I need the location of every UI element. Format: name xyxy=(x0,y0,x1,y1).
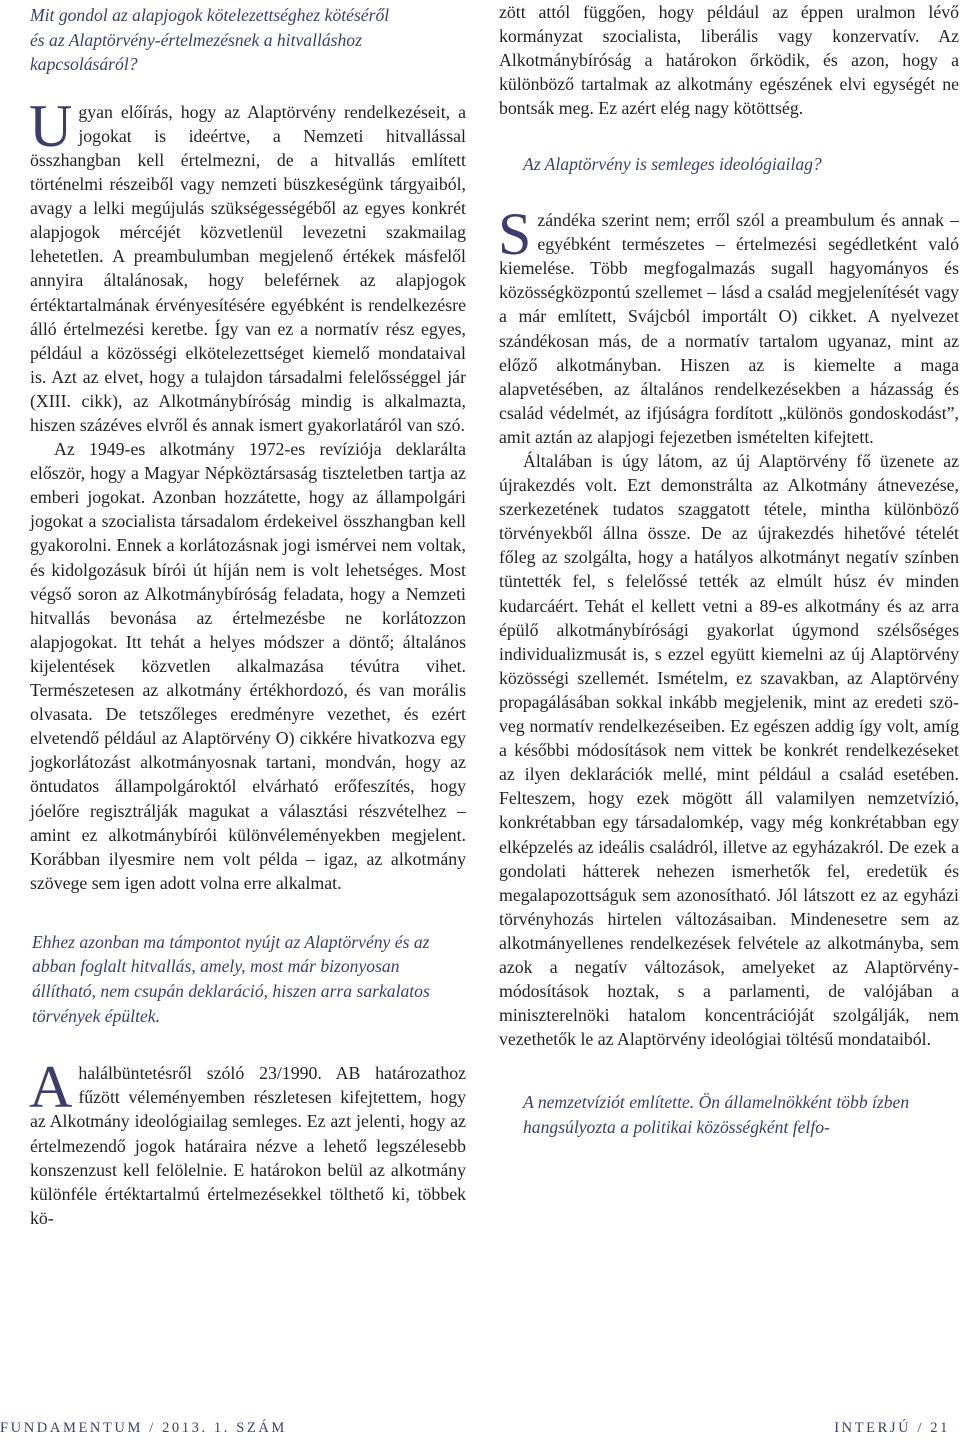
drop-cap: S xyxy=(498,201,532,268)
interview-question-4: A nemzetvíziót említette. Ön államelnökként több ízben hangsúlyozta a politikai közösségként felfo- xyxy=(523,1092,910,1137)
answer-2 xyxy=(29,1054,466,1230)
interview-question-2: Ehhez azonban ma támpontot nyújt az Alaptörvény és az abban foglalt hitvallás, amely, most már bizonyosan állítható, nem csupán deklaráció, hiszen arra sarkalatos törvények épültek. xyxy=(32,931,430,1026)
answer-1-paragraph-1: gyan előírás, hogy az Alaptörvény rendelkezéseit, a jogokat is ideértve, a Nemzeti hitvallással összhangban kell értelmezni, de a hitvallás említett történelmi részeiből vagy nemzeti büszkeségünk tárgyaiból, avagy a lelki megújulás szükségességéből az egyes konkrét alapjogok mércéjét közvetlenül levezetni szakmailag lehetetlen. A preambulumban megjelenő értékek másfelől annyira általánosak, hogy beleférnek az alapjogok értéktartalmának érvényesítésére egyébként is rendelkezésre álló értelmezési keretbe. Így van ez a normatív rész egyes, például a közösségi elkötelezettséget kiemelő mondataival is. Azt az elvet, hogy a tulajdon társadalmi felelősséggel jár (XIII. cikk), az Alkotmánybíróság mindig is alkalmazta, hiszen százéves elvről és annak ismert gyakorlatáról van szó. xyxy=(30,101,466,435)
answer-3-paragraph-1: zándéka szerint nem; erről szól a preambulum és annak – egyébként természetes – értelmezési segédletként való kiemelése. Több megfogalmazás sugall hagyományos és közösségközpontú szellemet – lásd a család megjelenítését vagy a már említett, Svájcból importált O) cikket. A nyelvezet szándékosan más, de a normatív tartalom ugyanaz, mint az előző alkotmányban. Hiszen az is kiemelte a maga alapvetésében, az általános rendelkezésekben a házasság és család védelmét, az ifjúságra fordított „különös gondoskodást”, amit aztán az alapjogi fejezetben ismételten kifejtett. xyxy=(499,210,959,447)
interview-question-1: Mit gondol az alapjogok kötelezettséghez kötéséről és az Alaptörvény-értelmezésnek a hitvalláshoz kapcsolásáról? xyxy=(30,5,390,75)
right-column xyxy=(499,0,959,1140)
footer-publication: FUNDAMENTUM / 2013. 1. SZÁM xyxy=(0,1420,287,1436)
answer-3-paragraph-2: Általában is úgy látom, az új Alaptörvény fő üzenete az újrakezdés volt. Ezt demonstrálta az Alkotmány átnevezése, szerkezetének tudatos szaggatott tétele, mintha különböző törvényekből állna össze. De az újrakezdés hihetővé tételét főleg az szolgálta, hogy a hatályos alkotmányt negatív színben tüntették fel, s felelőssé tették az elmúlt húsz év minden kudarcáért. Tehát el kellett vetni a 89-es alkotmány és az arra épülő alkotmánybírósági gyakorlat úgymond szélsőséges individualizmusát is, s ezzel együtt kiemelni az új Alaptörvény közösségi szellemét. Ismételm, ez szavakban, az Alaptörvény propagálásában sokkal inkább megjelenik, mint az eredeti szöveg normatív rendelkezéseiben. Ez egészen addig így volt, amíg a későbbi módosítások nem vittek be konkrét rendelkezéseket az ilyen deklarációk mellé, mint például a család esetében. Felteszem, hogy ezek mögött áll valamilyen nemzetvízió, konkrétabban egy társadalomkép, vagy még konkrétabban egy elképzelés az ideális családról, illetve az egyházakról. De ezek a gondolati hátterek nehezen ismerhetők fel, eredetük és megalapozottságuk sem azonosítható. Jól látszott ez az egyházi törvényhozás hirtelen változásaiban. Mindenesetre sem az alkotmányellenes rendelkezések felvétele az alkotmányba, sem azok a negatív változások, amelyeket az Alaptörvény-módosítások hoztak, s a parlamenti, de valójában a miniszterelnöki hatalom koncentrációját szolgálják, nem vezethetők le az Alaptörvény ideológiai töltésű mondataiból. xyxy=(499,451,959,1050)
answer-1 xyxy=(29,92,466,895)
drop-cap: U xyxy=(29,92,73,159)
answer-1-paragraph-2: Az 1949-es alkotmány 1972-es revíziója deklarálta először, hogy a Magyar Népköztársaság tiszteletben tartja az emberi jogokat. Azonban hozzátette, hogy az állampolgári jogokat a szocialista társadalom érdekeivel összhangban kell gyakorolni. Ennek a korlátozásnak jogi ismérvei nem voltak, és kidolgozásuk bírói út híján nem is volt lehetséges. Most végső soron az Alkotmánybíróság feladata, hogy a Nemzeti hitvallás bevonása az értelmezésbe ne korlátozzon alapjogokat. Itt tehát a helyes módszer a döntő; általános kijelentések közvetlen alkalmazása tévútra vihet. Természetesen az alkotmány értékhordozó, és van morális olvasata. De tetszőleges eredményre vezethet, és ezért elvetendő például az Alaptörvény O) cikkére hivatkozva egy jogkorlátozást alkotmányosnak tartani, mondván, hogy az öntudatos állampolgároktól elvárható erőfeszítés, hogy jóelőre regisztrálják magukat a választási részvételhez – amint ez alkotmánybírói különvéleményekben megjelent. Korábban ilyesmire nem volt példa – igaz, az alkotmány szövege sem igen adott volna erre alkalmat. xyxy=(30,439,466,893)
footer-page-number: INTERJÚ / 21 xyxy=(834,1420,950,1436)
answer-2-continuation: zött attól függően, hogy például az éppen uralmon lévő kormányzat szocialista, liberális vagy konzervatív. Az Alkotmánybíróság a határokon őrködik, és azon, hogy a különböző tartalmak az alkotmány egészének elvi egységét ne bontsák meg. Ez azért elég nagy kötöttség. xyxy=(499,2,959,119)
answer-3 xyxy=(498,201,959,1051)
answer-2-paragraph-1: halálbüntetésről szóló 23/1990. AB határozathoz fűzött véleményemben részletesen kifejtettem, hogy az Alkotmány ideológiailag semleges. Ez azt jelenti, hogy az értelmezendő jogok határaira nézve a lehető legszélesebb konszenzust kell felölelnie. E határokon belül az alkotmány különféle értéktartalmú értelmezésekkel tölthető ki, többek kö- xyxy=(30,1063,466,1228)
interview-question-3: Az Alaptörvény is semleges ideológiailag? xyxy=(523,154,822,175)
drop-cap: A xyxy=(29,1054,73,1121)
left-column xyxy=(30,0,466,1230)
